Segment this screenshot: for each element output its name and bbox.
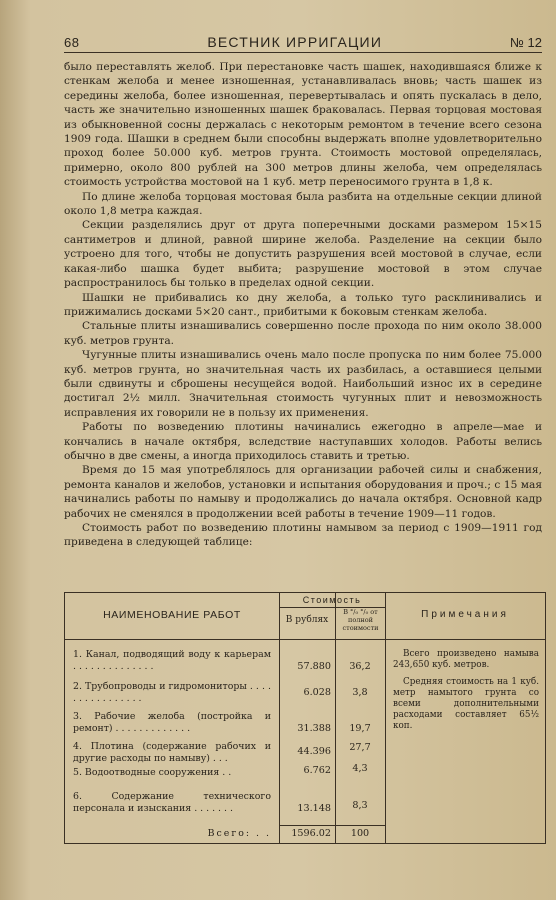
row-percent: 8,3 xyxy=(352,800,368,811)
row-name: 6. Содержание технического персонала и изыскания . . . . . . . xyxy=(73,791,271,814)
row-name: 2. Трубопроводы и гидромониторы . . . . . . . . . . . . . . . . xyxy=(73,681,271,704)
header-name: НАИМЕНОВАНИЕ РАБОТ xyxy=(103,609,241,621)
row-rubles: 31.388 xyxy=(297,723,331,734)
note: Всего произведено намыва 243,650 куб. метров. xyxy=(393,649,539,670)
paragraph: было переставлять желоб. При перестановке часть шашек, находившаяся ближе к стенкам желоба и менее изношенная, устанавливалась вновь; часть шашек из середины желоба, более изношенная, перевертывалась и опять пускалась в дело, часть же значительно изношенных шашек браковалась. Первая торцовая мостовая из обыкновенной сосны держалась с некоторым ремонтом в течение всего сезона 1909 года. Шашки в среднем были способны выдержать вполне удовлетворительно проход более 50.000 куб. метров грунта. Стоимость мостовой определялась, примерно, около 800 рублей на 300 метров длины желоба, чем определялась стоимость устройства мостовой на 1 куб. метр переносимого грунта в 1,8 к. xyxy=(64,61,542,189)
row-rubles: 57.880 xyxy=(297,661,331,672)
paragraph: Секции разделялись друг от друга поперечными досками размером 15×15 сантиметров и длиной, равной ширине желоба. Разделение на секции было устроено для того, чтобы не допустить разрушения всей мостовой в случае, если какая-либо шашка будет выбита; разрушение мостовой в этом случае распространилось бы только в пределах одной секции. xyxy=(64,219,542,290)
paragraph: Чугунные плиты изнашивались очень мало после пропуска по ним более 75.000 куб. метров грунта, но значительная часть их разбилась, а оставшиеся целыми были сдвинуты и сброшены несущейся водой. Наибольший износ их в середине достигал 2½ милл. Значительная стоимость чугунных плит и невозможность исправления их говорили не в пользу их применения. xyxy=(64,349,542,419)
body-text xyxy=(64,60,542,550)
row-name: 5. Водоотводные сооружения . . xyxy=(73,767,232,778)
row-percent: 19,7 xyxy=(349,723,371,734)
row-name: 1. Канал, подводящий воду к карьерам . . . . . . . . . . . . . . xyxy=(73,649,271,672)
row-rubles: 6.762 xyxy=(303,765,331,776)
row-percent: 36,2 xyxy=(349,661,371,672)
paragraph: Работы по возведению плотины начинались ежегодно в апреле—мае и кончались в начале октября, вследствие наступавших холодов. Работы велись обычно в две смены, а иногда приходилось ставить и третью. xyxy=(64,421,542,462)
journal-title: ВЕСТНИК ИРРИГАЦИИ xyxy=(207,34,383,50)
row-rubles: 13.148 xyxy=(297,803,331,814)
header-percent: В °/₀ °/₀ от полной стоимости xyxy=(342,608,379,632)
page-number: 68 xyxy=(64,35,80,50)
note: Средняя стоимость на 1 куб. метр намытого грунта со всеми дополнительными расходами составляет 65½ коп. xyxy=(393,677,539,731)
paragraph: Стоимость работ по возведению плотины намывом за период с 1909—1911 год приведена в следующей таблице: xyxy=(64,522,542,549)
running-header xyxy=(64,30,542,53)
total-label: Всего: . . xyxy=(207,828,271,839)
total-rule xyxy=(279,825,385,826)
row-percent: 27,7 xyxy=(349,742,371,753)
table-header-row xyxy=(65,593,545,640)
header-rubles: В рублях xyxy=(285,615,329,625)
paragraph: По длине желоба торцовая мостовая была разбита на отдельные секции длиной около 1,8 метра каждая. xyxy=(64,190,542,218)
paragraph: Шашки не прибивались ко дну желоба, а только туго расклинивались и прижимались досками 5×20 сант., прибитыми к боковым стенкам желоба. xyxy=(64,291,542,318)
table-notes xyxy=(393,649,539,738)
total-rubles: 1596.02 xyxy=(291,828,331,839)
row-name: 3. Рабочие желоба (постройка и ремонт) . . . . . . . . . . . . . xyxy=(73,711,271,734)
row-name: 4. Плотина (содержание рабочих и другие расходы по намыву) . . . xyxy=(73,741,271,764)
row-rubles: 44.396 xyxy=(297,746,331,757)
issue-number: № 12 xyxy=(509,35,542,50)
row-rubles: 6.028 xyxy=(303,687,331,698)
header-cost: Стоимость xyxy=(279,595,385,608)
paragraph: Стальные плиты изнашивались совершенно после прохода по ним около 38.000 куб. метров грунта. xyxy=(64,320,542,347)
cost-table xyxy=(64,592,546,844)
header-notes: Примечания xyxy=(421,609,509,620)
total-percent: 100 xyxy=(350,828,370,839)
paragraph: Время до 15 мая употреблялось для организации рабочей силы и снабжения, ремонта каналов и желобов, установки и испытания оборудования и проч.; с 15 мая начинались работы по намыву и продолжались до начала октября. Основной кадр рабочих не сменялся в продолжении всей работы в течение 1909—11 годов. xyxy=(64,464,542,520)
row-percent: 3,8 xyxy=(352,687,368,698)
row-percent: 4,3 xyxy=(352,763,368,774)
